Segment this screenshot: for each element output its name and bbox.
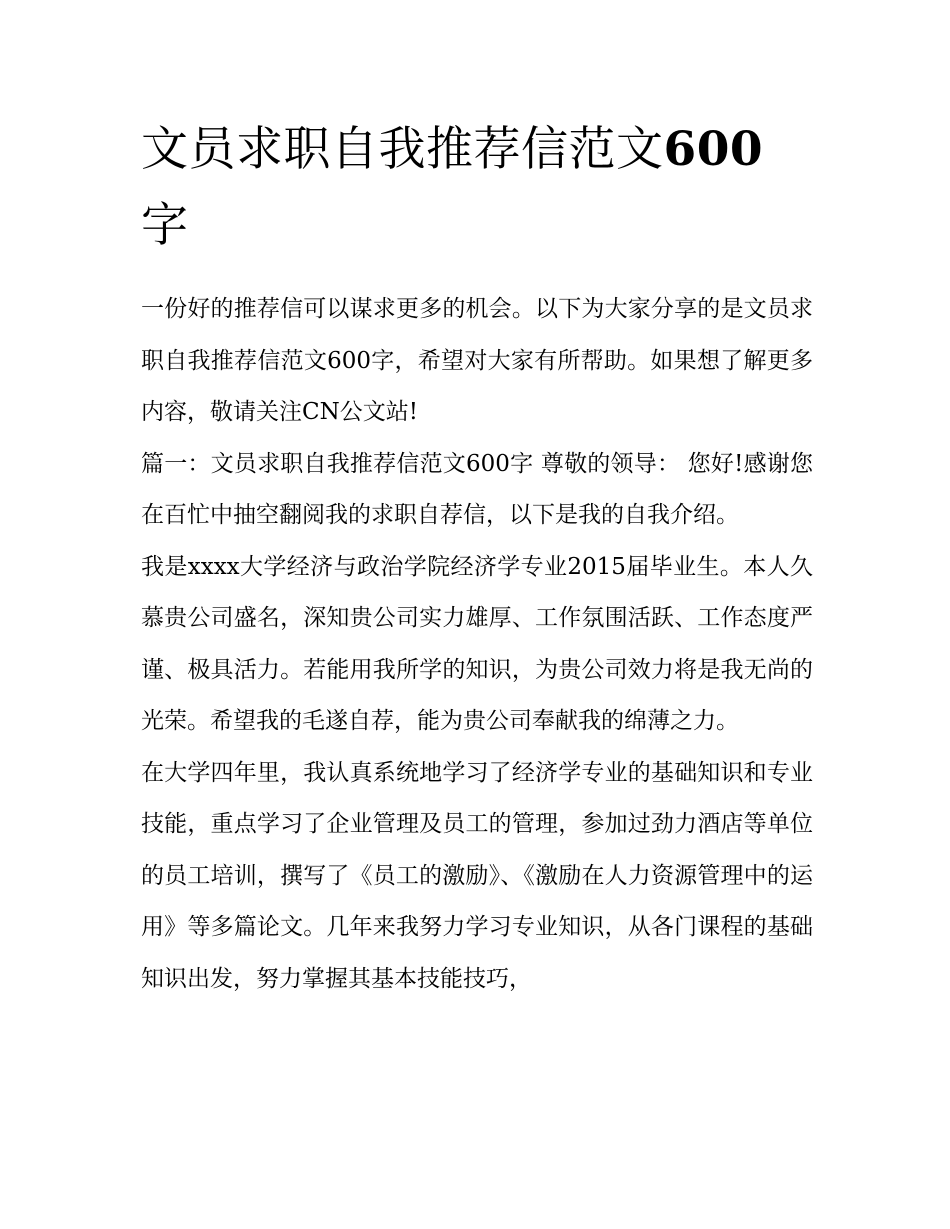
paragraph-intro: 一份好的推荐信可以谋求更多的机会。以下为大家分享的是文员求职自我推荐信范文600字，希望对大家有所帮助。如果想了解更多内容，敬请关注CN公文站! <box>141 296 813 425</box>
title-suffix: 字 <box>141 198 189 253</box>
document-body <box>141 284 813 1005</box>
paragraph-self-intro: 我是xxxx大学经济与政治学院经济学专业2015届毕业生。本人久慕贵公司盛名，深知贵公司实力雄厚、工作氛围活跃、工作态度严谨、极具活力。若能用我所学的知识，为贵公司效力将是我无尚的光荣。希望我的毛遂自荐，能为贵公司奉献我的绵薄之力。 <box>141 553 813 734</box>
document-content <box>141 112 813 1005</box>
title-text: 文员求职自我推荐信范文 <box>141 122 664 177</box>
paragraph-education: 在大学四年里，我认真系统地学习了经济学专业的基础知识和专业技能，重点学习了企业管理及员工的管理，参加过劲力酒店等单位的员工培训，撰写了《员工的激励》、《激励在人力资源管理中的运用》等多篇论文。几年来我努力学习专业知识，从各门课程的基础知识出发，努力掌握其基本技能技巧， <box>141 759 813 992</box>
paragraph-greeting: 篇一：文员求职自我推荐信范文600字 尊敬的领导： 您好!感谢您在百忙中抽空翻阅我的求职自荐信，以下是我的自我介绍。 <box>141 450 813 528</box>
title-number: 600 <box>663 122 764 177</box>
document-title <box>141 112 813 264</box>
